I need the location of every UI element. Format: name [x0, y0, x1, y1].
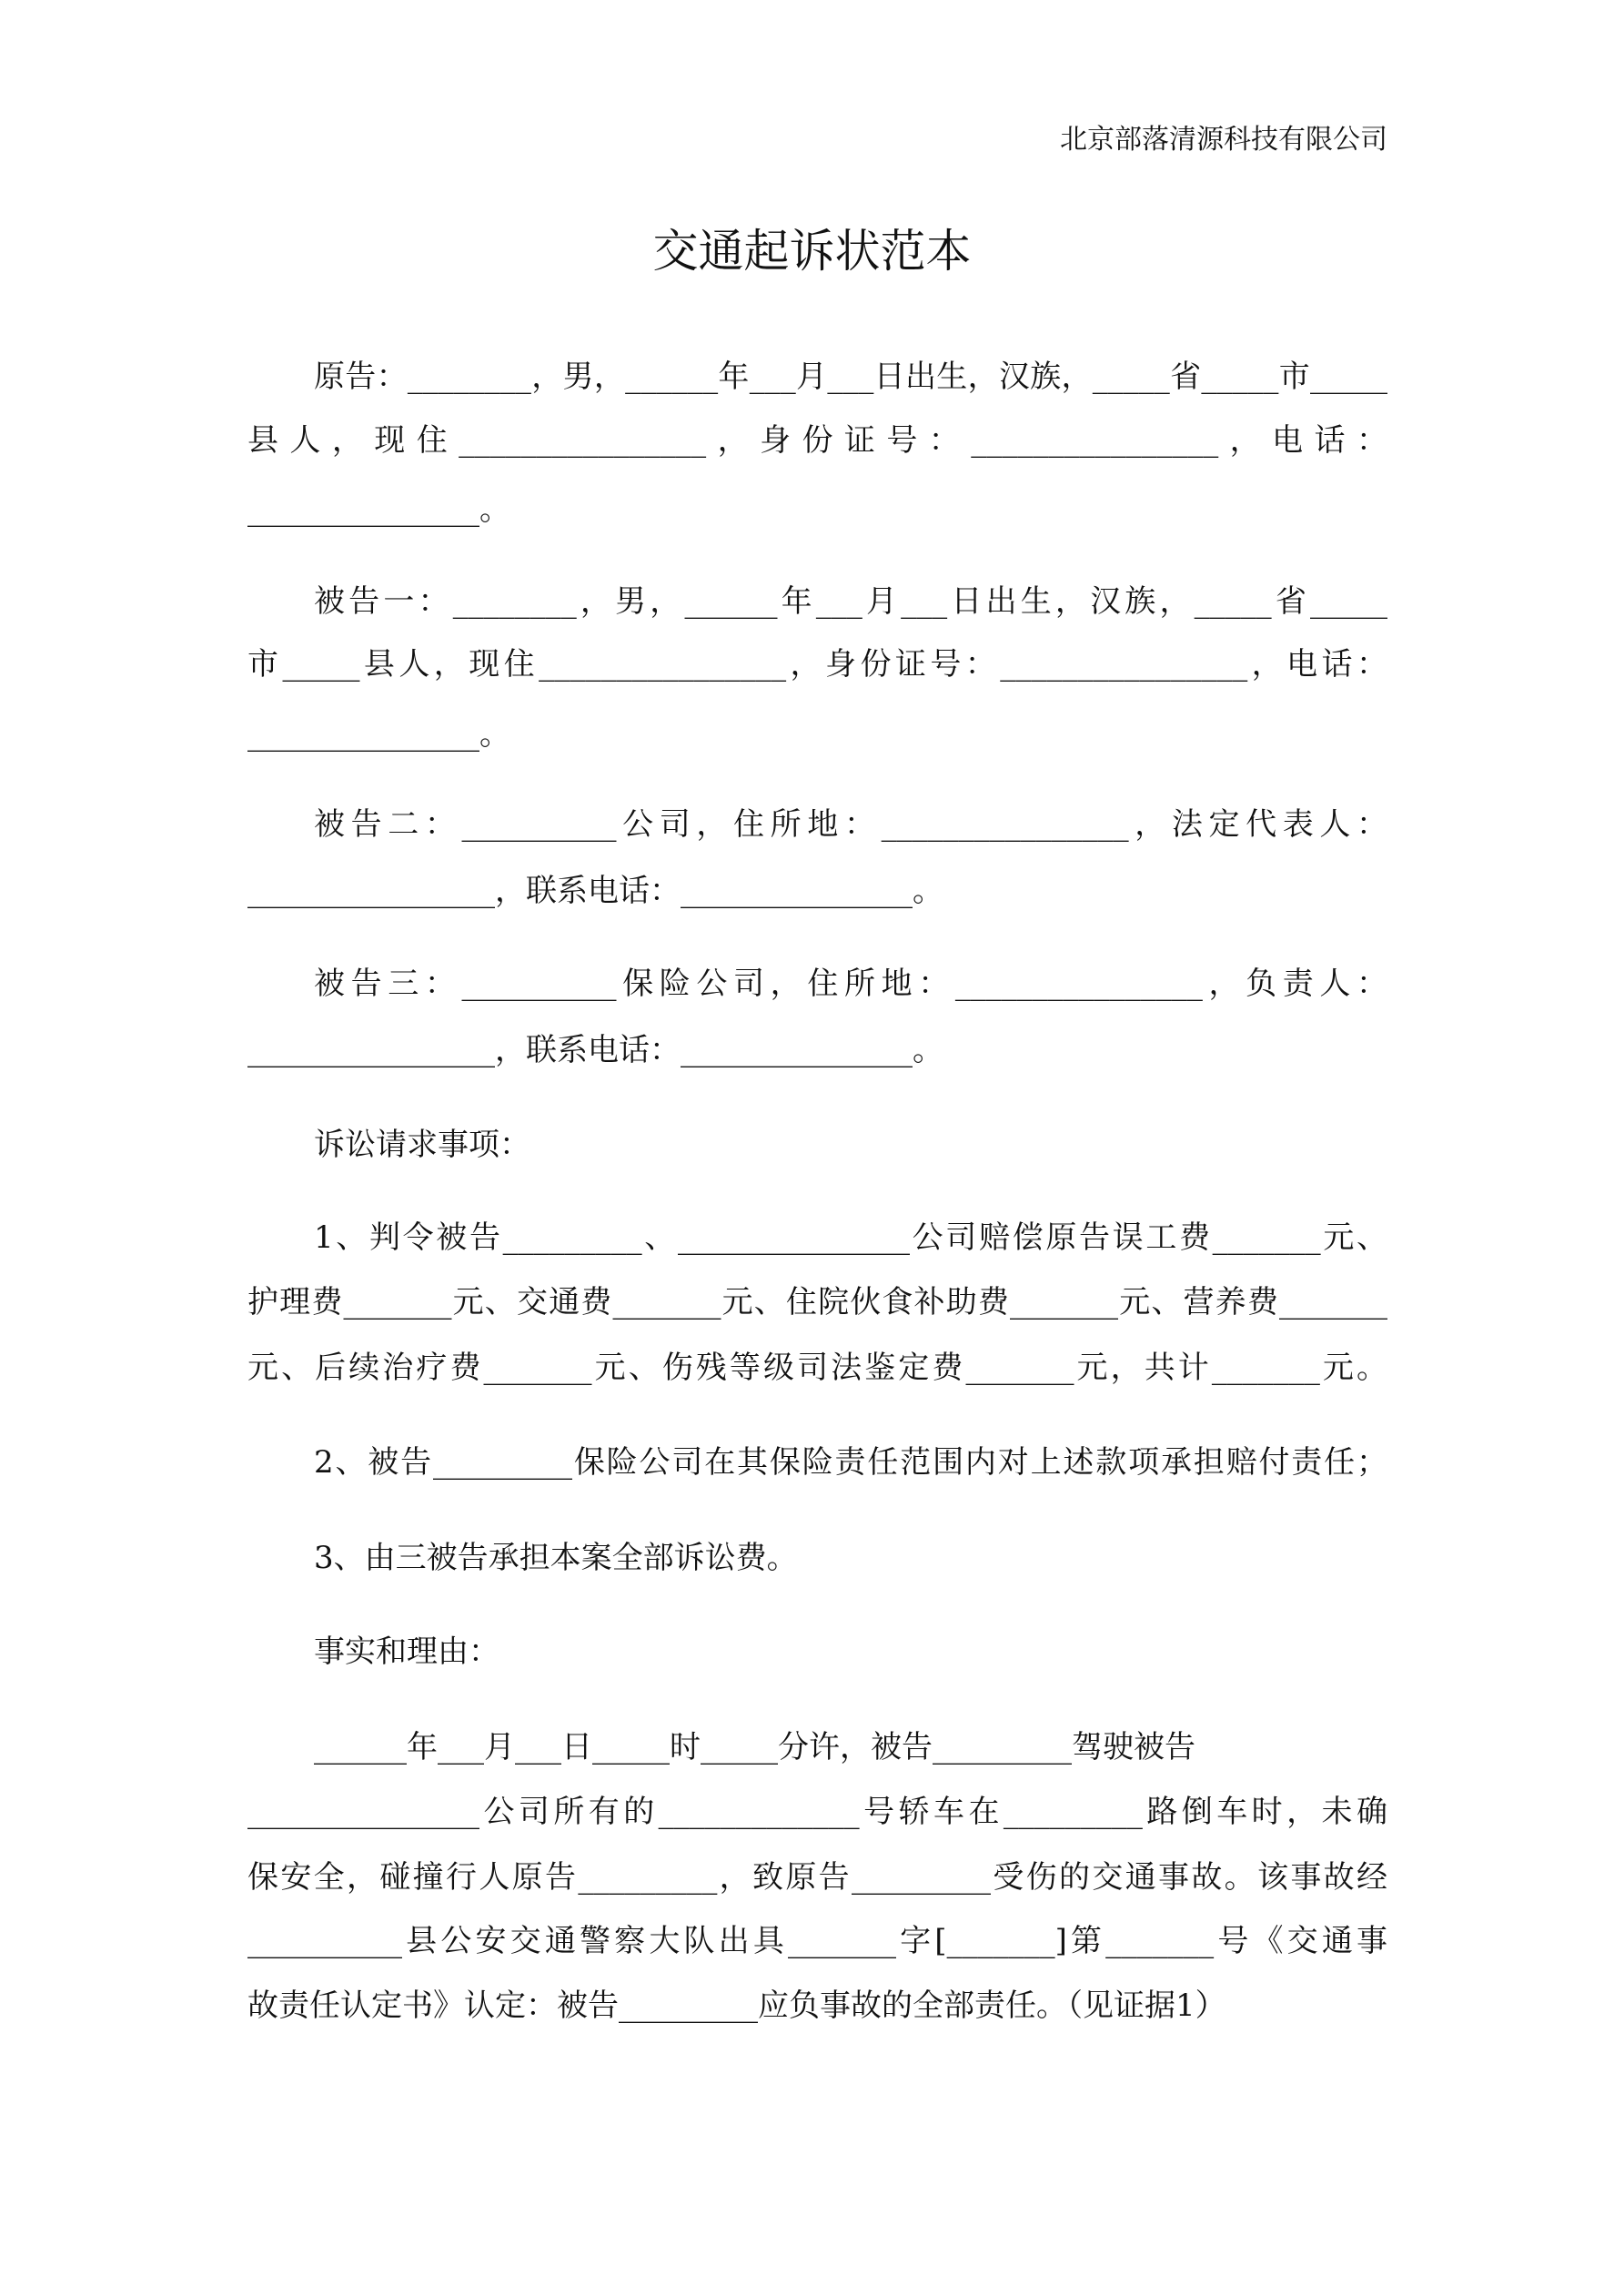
plaintiff-line-1: 原告：________，男，______年___月___日出生，汉族，_____省_____市_____ — [314, 359, 1387, 395]
claim2: 2、被告_________保险公司在其保险责任范围内对上述款项承担赔付责任； — [314, 1444, 1387, 1481]
defendant3-line-1: 被告三：__________保险公司，住所地：________________，负责人： — [314, 966, 1387, 1002]
defendant2-line-2: ________________，联系电话：_______________。 — [247, 873, 943, 909]
facts-line-3: 保安全，碰撞行人原告_________，致原告_________受伤的交通事故。该事故经 — [247, 1859, 1387, 1896]
facts-line-5: 故责任认定书》认定：被告_________应负事故的全部责任。（见证据1） — [247, 1988, 1226, 2024]
claim1-line-2: 护理费_______元、交通费_______元、住院伙食补助费_______元、营养费_______ — [247, 1284, 1387, 1320]
facts-line-2: _______________公司所有的_____________号轿车在_________路倒车时，未确 — [247, 1794, 1387, 1830]
facts-heading: 事实和理由： — [314, 1633, 499, 1670]
facts-line-4: __________县公安交通警察大队出具_______字[_______]第_______号《交通事 — [247, 1923, 1387, 1959]
defendant2-line-1: 被告二：__________公司，住所地：________________，法定代表人： — [314, 806, 1387, 843]
claim3: 3、由三被告承担本案全部诉讼费。 — [314, 1540, 798, 1576]
document-title: 交通起诉状范本 — [652, 225, 972, 278]
plaintiff-line-3: _______________。 — [247, 491, 510, 528]
claim1-line-1: 1、判令被告_________、_______________公司赔偿原告误工费_______元、 — [314, 1219, 1387, 1256]
defendant1-line-2: 市_____县人，现住________________，身份证号：________________，电话： — [247, 646, 1387, 683]
defendant1-line-1: 被告一：________，男，______年___月___日出生，汉族，_____省_____ — [314, 583, 1387, 620]
facts-line-1: ______年___月___日_____时_____分许，被告_________驾驶被告 — [314, 1729, 1195, 1765]
claims-heading: 诉讼请求事项： — [314, 1127, 530, 1163]
defendant3-line-2: ________________，联系电话：_______________。 — [247, 1032, 943, 1068]
plaintiff-line-2: 县人，现住________________，身份证号：________________，电话： — [247, 422, 1387, 459]
defendant1-line-3: _______________。 — [247, 716, 510, 753]
company-header: 北京部落清源科技有限公司 — [1060, 124, 1387, 156]
claim1-line-3: 元、后续治疗费_______元、伤残等级司法鉴定费_______元，共计_______元。 — [247, 1350, 1387, 1386]
